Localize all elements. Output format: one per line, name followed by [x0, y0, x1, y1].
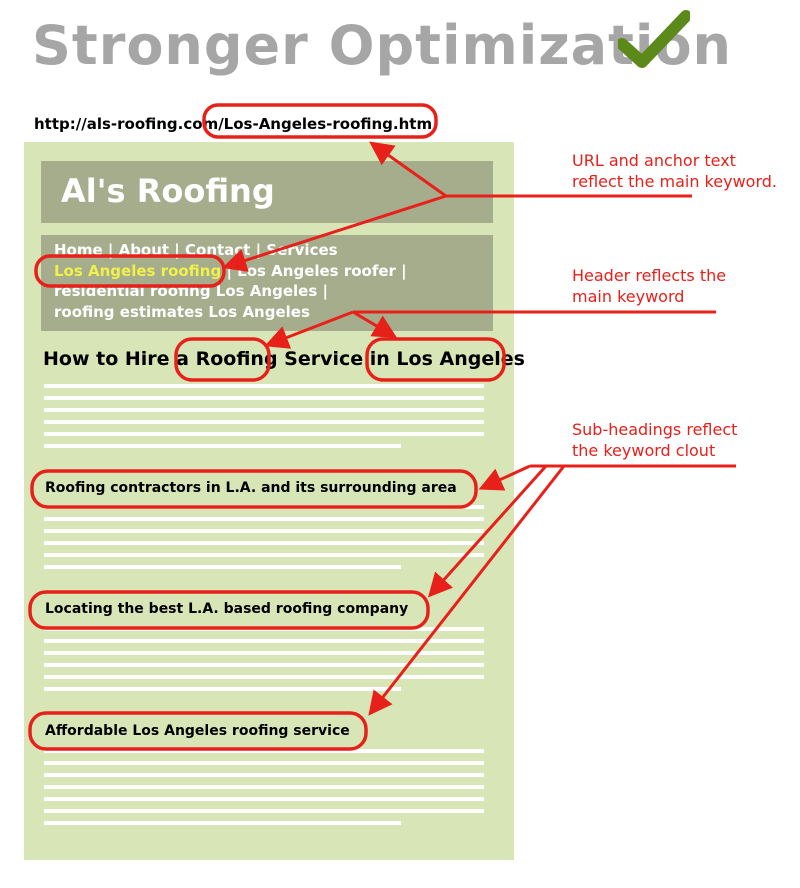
- placeholder-text-block: [44, 627, 484, 699]
- nav-anchor-keyword: Los Angeles roofing: [54, 261, 222, 280]
- placeholder-text-block: [44, 384, 484, 456]
- heading-part: How to Hire a: [43, 348, 196, 370]
- heading-keyword-location: Los Angeles: [396, 348, 525, 370]
- subheading-1: Roofing contractors in L.A. and its surrounding area: [45, 480, 457, 496]
- page-title: Stronger Optimization: [32, 14, 732, 77]
- page-heading: [43, 348, 525, 370]
- note-subheadings: Sub-headings reflect the keyword clout: [572, 420, 738, 460]
- nav-line-1: Home | About | Contact | Services: [54, 241, 338, 259]
- site-nav: [54, 240, 484, 322]
- placeholder-text-block: [44, 749, 484, 833]
- nav-line-2-rest: | Los Angeles roofer |: [221, 261, 407, 280]
- checkmark-icon: [618, 10, 690, 72]
- placeholder-text-block: [44, 505, 484, 577]
- subheading-3: Affordable Los Angeles roofing service: [45, 723, 350, 739]
- url-path: /Los-Angeles-roofing.htm: [218, 115, 433, 133]
- url-base: http://als-roofing.com: [34, 115, 219, 133]
- example-url: [34, 115, 432, 133]
- heading-part: Service in: [277, 348, 397, 370]
- note-url: URL and anchor text reflect the main keyword.: [572, 151, 777, 191]
- nav-line-3: residential roofing Los Angeles |: [54, 282, 328, 300]
- nav-line-2: [54, 261, 484, 282]
- subheading-2: Locating the best L.A. based roofing company: [45, 601, 409, 617]
- heading-keyword-roofing: Roofing: [195, 348, 278, 370]
- note-header: Header reflects the main keyword: [572, 266, 727, 306]
- site-logo: Al's Roofing: [61, 172, 275, 210]
- nav-line-4: roofing estimates Los Angeles: [54, 302, 310, 321]
